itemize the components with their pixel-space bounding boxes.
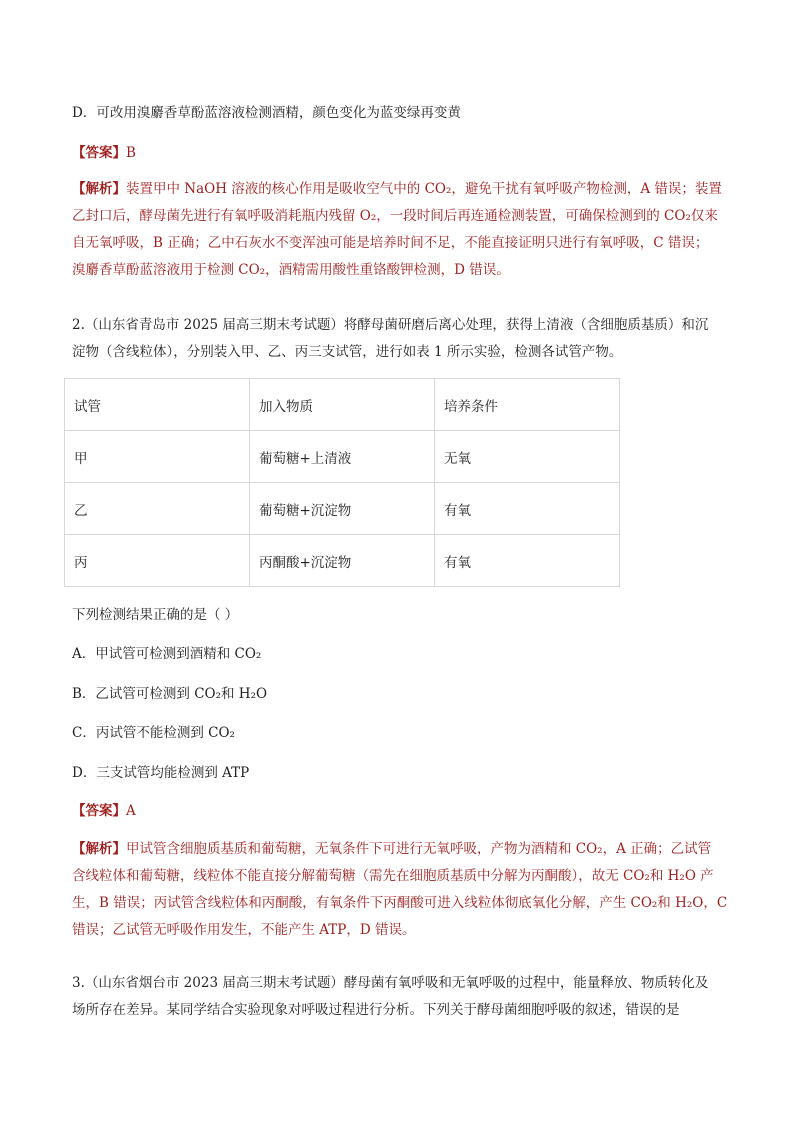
table-row [65, 431, 620, 483]
q2-analysis [72, 836, 732, 944]
table-row [65, 535, 620, 587]
table-cell: 有氧 [435, 483, 620, 535]
analysis-line: 溴麝香草酚蓝溶液用于检测 CO₂，酒精需用酸性重铬酸钾检测，D 错误。 [72, 262, 510, 278]
table-row [65, 483, 620, 535]
answer-value: A [126, 803, 136, 819]
stem-line: 3.（山东省烟台市 2023 届高三期末考试题）酵母菌有氧呼吸和无氧呼吸的过程中，能量释放、物质转化及 [72, 975, 709, 991]
q2-option-c: C．丙试管不能检测到 CO₂ [72, 725, 235, 741]
q2-option-a: A．甲试管可检测到酒精和 CO₂ [72, 646, 262, 662]
table-header-cell: 培养条件 [435, 379, 620, 431]
q2-option-d: D．三支试管均能检测到 ATP [72, 765, 250, 781]
answer-tag: 【答案】 [72, 145, 126, 161]
analysis-tag: 【解析】 [72, 841, 126, 857]
table-header-cell: 试管 [65, 379, 250, 431]
analysis-tag: 【解析】 [72, 181, 126, 197]
table-cell: 甲 [65, 431, 250, 483]
analysis-line: 含线粒体和葡萄糖，线粒体不能直接分解葡萄糖（需先在细胞质基质中分解为丙酮酸），故无 CO₂和 H₂O 产 [72, 868, 714, 884]
q2-stem [72, 312, 732, 366]
q2-question: 下列检测结果正确的是（ ） [72, 607, 239, 623]
answer-tag: 【答案】 [72, 803, 126, 819]
q1-option-d: D．可改用溴麝香草酚蓝溶液检测酒精，颜色变化为蓝变绿再变黄 [72, 105, 461, 121]
table-cell: 丙酮酸+沉淀物 [250, 535, 435, 587]
table-cell: 丙 [65, 535, 250, 587]
analysis-line: 乙封口后，酵母菌先进行有氧呼吸消耗瓶内残留 O₂，一段时间后再连通检测装置，可确保检测到的 CO₂仅来 [72, 208, 718, 224]
stem-line: 淀物（含线粒体），分别装入甲、乙、丙三支试管，进行如表 1 所示实验，检测各试管产物。 [72, 344, 623, 360]
answer-value: B [126, 145, 136, 161]
q1-analysis [72, 176, 732, 284]
table-cell: 葡萄糖+上清液 [250, 431, 435, 483]
q2-answer [72, 802, 136, 820]
experiment-table [64, 378, 620, 587]
stem-line: 场所存在差异。某同学结合实验现象对呼吸过程进行分析。下列关于酵母菌细胞呼吸的叙述，错误的是 [72, 1002, 680, 1018]
table-cell: 有氧 [435, 535, 620, 587]
q3-stem [72, 970, 732, 1024]
stem-line: 2.（山东省青岛市 2025 届高三期末考试题）将酵母菌研磨后离心处理，获得上清液（含细胞质基质）和沉 [72, 317, 709, 333]
table-cell: 葡萄糖+沉淀物 [250, 483, 435, 535]
table-header-row [65, 379, 620, 431]
q2-option-b: B．乙试管可检测到 CO₂和 H₂O [72, 686, 268, 702]
analysis-line: 生，B 错误；丙试管含线粒体和丙酮酸，有氧条件下丙酮酸可进入线粒体彻底氧化分解，产生 CO₂和 H₂O，C [72, 895, 728, 911]
analysis-line: 装置甲中 NaOH 溶液的核心作用是吸收空气中的 CO₂，避免干扰有氧呼吸产物检测，A 错误；装置 [126, 181, 722, 197]
analysis-line: 甲试管含细胞质基质和葡萄糖，无氧条件下可进行无氧呼吸，产物为酒精和 CO₂，A 正确；乙试管 [126, 841, 712, 857]
table-header-cell: 加入物质 [250, 379, 435, 431]
analysis-line: 错误；乙试管无呼吸作用发生，不能产生 ATP，D 错误。 [72, 922, 416, 938]
table-cell: 无氧 [435, 431, 620, 483]
analysis-line: 自无氧呼吸，B 正确；乙中石灰水不变浑浊可能是培养时间不足，不能直接证明只进行有氧呼吸，C 错误； [72, 235, 709, 251]
table-cell: 乙 [65, 483, 250, 535]
q1-answer [72, 144, 136, 162]
